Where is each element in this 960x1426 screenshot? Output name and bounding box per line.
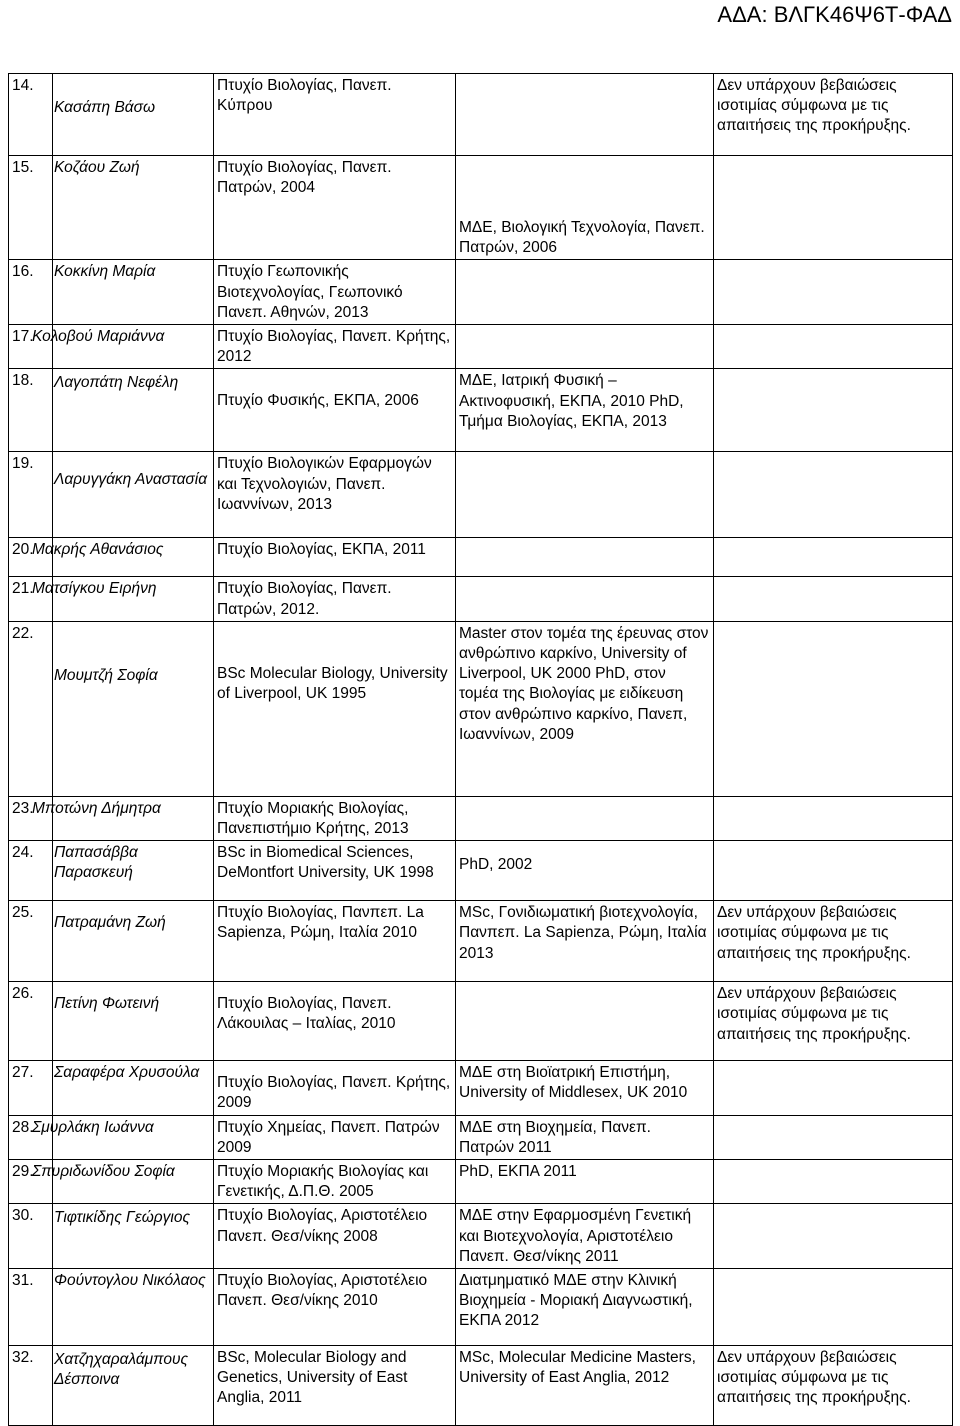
degree-cell (214, 452, 456, 538)
candidate-name-text: Πετίνη Φωτεινή (54, 995, 160, 1013)
row-number: 31. (9, 1269, 53, 1346)
degree-cell (214, 325, 456, 369)
candidate-name (53, 901, 214, 982)
ada-code: ΑΔΑ: ΒΛΓΚ46Ψ6Τ-ΦΑΔ (717, 2, 952, 27)
candidate-name-text: Κοκκίνη Μαρία (54, 263, 156, 281)
candidate-name-text: Κασάπη Βάσω (54, 99, 156, 116)
remarks-cell (714, 1204, 953, 1269)
candidates-table-body (9, 74, 953, 1426)
candidate-name (32, 1115, 214, 1159)
table-row (9, 1160, 953, 1204)
postgrad-cell (456, 1204, 714, 1269)
degree-cell (214, 1061, 456, 1115)
degree-cell-text: Πτυχίο Χημείας, Πανεπ. Πατρών 2009 (217, 1118, 440, 1156)
candidate-name-text: Σμυρλάκη Ιωάννα (32, 1118, 154, 1136)
remarks-cell (714, 982, 953, 1061)
table-row (9, 1204, 953, 1269)
candidate-name (53, 452, 214, 538)
candidate-name-text: Μποτώνη Δήμητρα (32, 799, 161, 817)
postgrad-cell (456, 369, 714, 452)
remarks-cell (714, 577, 953, 621)
postgrad-cell (456, 1346, 714, 1426)
row-number: 20. (9, 538, 53, 577)
candidate-name-text: Μακρής Αθανάσιος (32, 541, 164, 559)
table-row (9, 841, 953, 901)
table-row (9, 796, 953, 840)
degree-cell-text: Πτυχίο Βιολογίας, Πανεπ. Λάκουιλας – Ιταλίας, 2010 (217, 995, 396, 1033)
row-number: 26. (9, 982, 53, 1061)
candidate-name-text: Σπυριδωνίδου Σοφία (32, 1163, 175, 1181)
postgrad-cell (456, 901, 714, 982)
candidate-name-text: Κολοβού Μαριάννα (32, 328, 165, 346)
row-number: 25. (9, 901, 53, 982)
remarks-cell (714, 796, 953, 840)
postgrad-cell (456, 1160, 714, 1204)
candidate-name-text: Τιφτικίδης Γεώργιος (54, 1209, 191, 1227)
table-row (9, 538, 953, 577)
table-row (9, 452, 953, 538)
table-row (9, 1115, 953, 1159)
candidate-name-text: Φούντογλου Νικόλαος (54, 1272, 206, 1290)
degree-cell (214, 1269, 456, 1346)
table-row (9, 1346, 953, 1426)
postgrad-cell (456, 1269, 714, 1346)
postgrad-cell-text: MSc, Molecular Medicine Masters, University of East Anglia, 2012 (459, 1349, 696, 1387)
postgrad-cell-text: ΜΔΕ στη Βιοϊατρική Επιστήμη, University of Middlesex, UK 2010 (459, 1064, 688, 1102)
degree-cell-text: Πτυχίο Βιολογίας, Πανεπ. Πατρών, 2004 (217, 159, 392, 197)
degree-cell-text: Πτυχίο Μοριακής Βιολογίας, Πανεπιστήμιο Κρήτης, 2013 (217, 799, 409, 838)
candidate-name (53, 369, 214, 452)
postgrad-cell-text: PhD, 2002 (459, 856, 533, 874)
table-row (9, 621, 953, 796)
candidate-name-text: Ματσίγκου Ειρήνη (32, 580, 157, 598)
candidate-name (53, 621, 214, 796)
postgrad-cell (456, 1115, 714, 1159)
candidate-name (53, 1061, 214, 1115)
postgrad-cell-text: ΜΔΕ, Ιατρική Φυσική – Ακτινοφυσική, ΕΚΠΑ, 2010 PhD, Τμήμα Βιολογίας, ΕΚΠΑ, 2013 (459, 372, 684, 430)
candidate-name-text: Κοζάου Ζωή (54, 159, 140, 176)
postgrad-cell-text: ΜΔΕ στη Βιοχημεία, Πανεπ. Πατρών 2011 (459, 1118, 651, 1156)
row-number: 19. (9, 452, 53, 538)
candidate-name (32, 1160, 214, 1204)
table-row (9, 1269, 953, 1346)
remarks-cell-text: Δεν υπάρχουν βεβαιώσεις ισοτιμίας σύμφωνα με τις απαιτήσεις της προκήρυξης. (717, 1349, 911, 1407)
row-number: 23. (9, 796, 53, 840)
degree-cell (214, 1115, 456, 1159)
candidate-name (53, 1269, 214, 1346)
postgrad-cell-text: PhD, ΕΚΠΑ 2011 (459, 1163, 577, 1181)
postgrad-cell (456, 1061, 714, 1115)
remarks-cell (714, 74, 953, 156)
degree-cell (214, 369, 456, 452)
row-number: 27. (9, 1061, 53, 1115)
degree-cell (214, 577, 456, 621)
candidate-name (53, 982, 214, 1061)
degree-cell-text: Πτυχίο Φυσικής, ΕΚΠΑ, 2006 (217, 392, 419, 410)
candidate-name-text: Παπασάββα Παρασκευή (54, 844, 138, 882)
candidate-name (53, 1204, 214, 1269)
postgrad-cell-text: ΜΔΕ στην Εφαρμοσμένη Γενετική και Βιοτεχνολογία, Αριστοτέλειο Πανεπ. Θεσ/νίκης 2011 (459, 1207, 692, 1265)
degree-cell-text: BSc Molecular Biology, University of Liverpool, UK 1995 (217, 664, 448, 703)
degree-cell-text: Πτυχίο Μοριακής Βιολογίας και Γενετικής, Δ.Π.Θ. 2005 (217, 1163, 429, 1201)
degree-cell-text: Πτυχίο Βιολογίας, ΕΚΠΑ, 2011 (217, 541, 426, 559)
postgrad-cell (456, 982, 714, 1061)
candidate-name (53, 1346, 214, 1426)
candidate-name (32, 538, 214, 577)
postgrad-cell (456, 621, 714, 796)
degree-cell-text: Πτυχίο Βιολογίας, Αριστοτέλειο Πανεπ. Θεσ/νίκης 2008 (217, 1207, 428, 1245)
degree-cell-text: BSc, Molecular Biology and Genetics, University of East Anglia, 2011 (217, 1349, 408, 1407)
degree-cell-text: Πτυχίο Βιολογίας, Πανεπ. Κρήτης, 2012 (217, 328, 451, 366)
row-number: 16. (9, 260, 53, 325)
remarks-cell (714, 841, 953, 901)
remarks-cell (714, 1115, 953, 1159)
row-number: 17. (9, 325, 53, 369)
postgrad-cell-text: Master στον τομέα της έρευνας στον ανθρώπινο καρκίνο, University of Liverpool, UK 2000 PhD, στον τομέα της Βιολογίας με ειδίκευση στον ανθρώπινο καρκίνο, Πανεπ, Ιωαννίνων, 2009 (459, 624, 709, 743)
degree-cell (214, 1346, 456, 1426)
remarks-cell (714, 325, 953, 369)
table-row (9, 260, 953, 325)
remarks-cell (714, 156, 953, 260)
degree-cell-text: BSc in Biomedical Sciences, DeMontfort University, UK 1998 (217, 844, 434, 882)
row-number: 22. (9, 621, 53, 796)
row-number: 30. (9, 1204, 53, 1269)
degree-cell (214, 901, 456, 982)
degree-cell-text: Πτυχίο Βιολογίας, Πανεπ. Κύπρου (217, 77, 392, 115)
degree-cell-text: Πτυχίο Βιολογίας, Πανεπ. Κρήτης, 2009 (217, 1074, 451, 1112)
candidate-name-text: Λαρυγγάκη Αναστασία (54, 471, 208, 489)
degree-cell-text: Πτυχίο Βιολογίας, Αριστοτέλειο Πανεπ. Θεσ/νίκης 2010 (217, 1272, 428, 1310)
degree-cell (214, 74, 456, 156)
degree-cell (214, 156, 456, 260)
degree-cell (214, 538, 456, 577)
candidates-table (8, 73, 953, 1426)
degree-cell (214, 260, 456, 325)
remarks-cell (714, 260, 953, 325)
candidate-name (32, 577, 214, 621)
remarks-cell-text: Δεν υπάρχουν βεβαιώσεις ισοτιμίας σύμφωνα με τις απαιτήσεις της προκήρυξης. (717, 77, 911, 135)
candidate-name (32, 325, 214, 369)
row-number: 28. (9, 1115, 53, 1159)
row-number: 21. (9, 577, 53, 621)
row-number: 29. (9, 1160, 53, 1204)
degree-cell-text: Πτυχίο Βιολογίας, Πανπεπ. La Sapienza, Ρώμη, Ιταλία 2010 (217, 904, 424, 942)
remarks-cell-text: Δεν υπάρχουν βεβαιώσεις ισοτιμίας σύμφωνα με τις απαιτήσεις της προκήρυξης. (717, 904, 911, 962)
table-row (9, 1061, 953, 1115)
postgrad-cell (456, 577, 714, 621)
postgrad-cell (456, 538, 714, 577)
degree-cell (214, 841, 456, 901)
table-row (9, 369, 953, 452)
postgrad-cell (456, 796, 714, 840)
postgrad-cell (456, 260, 714, 325)
table-row (9, 577, 953, 621)
postgrad-cell (456, 325, 714, 369)
postgrad-cell-text: MSc, Γονιδιωματική βιοτεχνολογία, Πανπεπ. La Sapienza, Ρώμη, Ιταλία 2013 (459, 904, 707, 962)
remarks-cell (714, 1346, 953, 1426)
table-row (9, 325, 953, 369)
remarks-cell (714, 901, 953, 982)
postgrad-cell-text: Διατμηματικό ΜΔΕ στην Κλινική Βιοχημεία - Μοριακή Διαγνωστική, ΕΚΠΑ 2012 (459, 1272, 693, 1330)
table-row (9, 901, 953, 982)
candidate-name (32, 796, 214, 840)
degree-cell (214, 621, 456, 796)
row-number: 24. (9, 841, 53, 901)
degree-cell-text: Πτυχίο Βιολογικών Εφαρμογών και Τεχνολογιών, Πανεπ. Ιωαννίνων, 2013 (217, 455, 432, 513)
candidate-name (53, 841, 214, 901)
degree-cell-text: Πτυχίο Βιολογίας, Πανεπ. Πατρών, 2012. (217, 580, 392, 618)
postgrad-cell (456, 452, 714, 538)
row-number: 14. (9, 74, 53, 156)
table-row (9, 74, 953, 156)
degree-cell (214, 982, 456, 1061)
postgrad-cell (456, 74, 714, 156)
remarks-cell (714, 1160, 953, 1204)
remarks-cell (714, 538, 953, 577)
candidate-name-text: Λαγοπάτη Νεφέλη (54, 374, 179, 392)
candidate-name (53, 74, 214, 156)
remarks-cell (714, 452, 953, 538)
candidate-name (53, 260, 214, 325)
remarks-cell (714, 369, 953, 452)
candidate-name-text: Χατζηχαραλάμπους Δέσποινα (54, 1351, 189, 1389)
degree-cell (214, 1160, 456, 1204)
row-number: 18. (9, 369, 53, 452)
candidate-name-text: Μουμτζή Σοφία (54, 666, 158, 684)
degree-cell-text: Πτυχίο Γεωπονικής Βιοτεχνολογίας, Γεωπονικό Πανεπ. Αθηνών, 2013 (217, 263, 403, 321)
degree-cell (214, 1204, 456, 1269)
remarks-cell (714, 621, 953, 796)
postgrad-cell-text: ΜΔΕ, Βιολογική Τεχνολογία, Πανεπ. Πατρών, 2006 (459, 219, 705, 257)
candidate-name-text: Σαραφέρα Χρυσούλα (54, 1064, 200, 1082)
postgrad-cell (456, 841, 714, 901)
row-number: 32. (9, 1346, 53, 1426)
table-row (9, 156, 953, 260)
candidate-name (53, 156, 214, 260)
row-number: 15. (9, 156, 53, 260)
candidate-name-text: Πατραμάνη Ζωή (54, 914, 166, 932)
remarks-cell-text: Δεν υπάρχουν βεβαιώσεις ισοτιμίας σύμφωνα με τις απαιτήσεις της προκήρυξης. (717, 985, 911, 1043)
remarks-cell (714, 1269, 953, 1346)
table-row (9, 982, 953, 1061)
remarks-cell (714, 1061, 953, 1115)
degree-cell (214, 796, 456, 840)
postgrad-cell (456, 156, 714, 260)
